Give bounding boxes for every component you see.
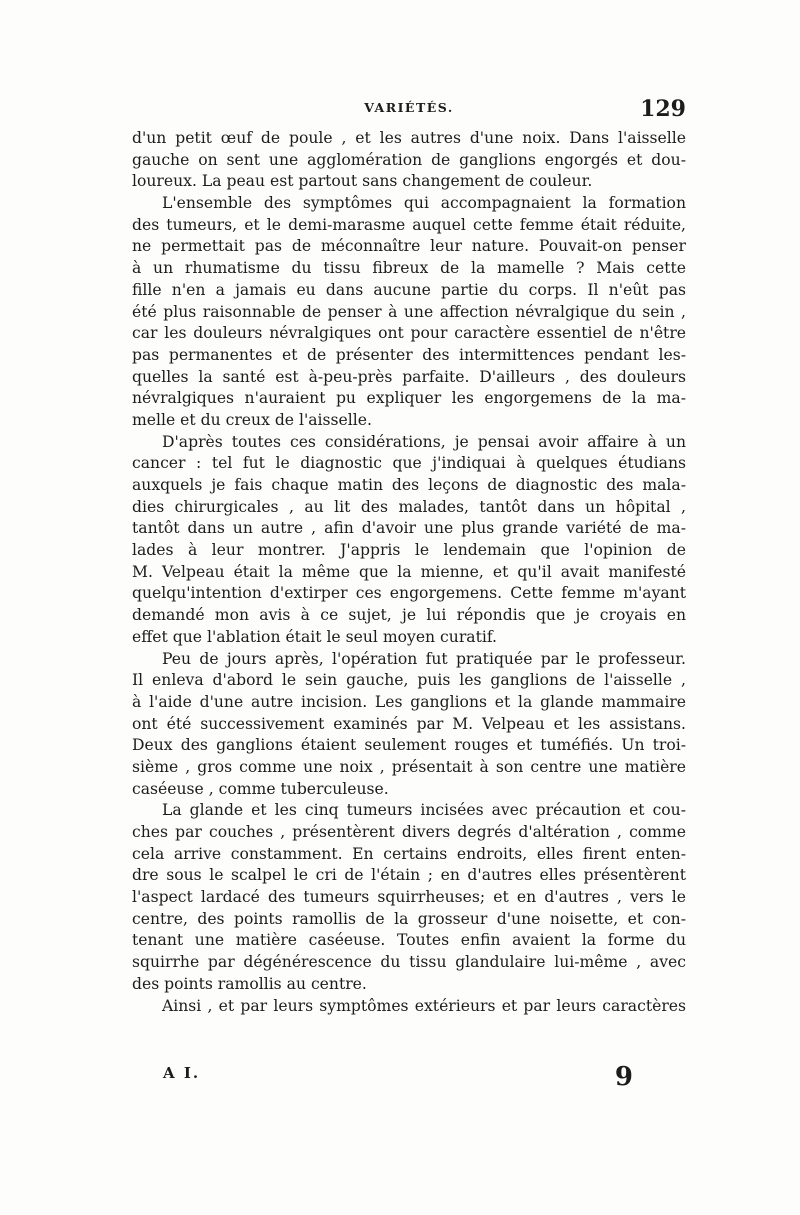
text-line: dre sous le scalpel le cri de l'étain ; en d'autres elles présentèrent xyxy=(132,866,686,885)
text-line: tenant une matière caséeuse. Toutes enfin avaient la forme du xyxy=(132,931,686,950)
text-line: auxquels je fais chaque matin des leçons de diagnostic des mala- xyxy=(132,476,686,494)
text-line: sième , gros comme une noix , présentait à son centre une matière xyxy=(132,757,686,776)
text-line: l'aspect lardacé des tumeurs squirrheuses; et en d'autres , vers le xyxy=(132,888,686,907)
text-line: d'un petit œuf de poule , et les autres d'une noix. Dans l'aisselle xyxy=(132,129,686,147)
text-line: fille n'en a jamais eu dans aucune partie du corps. Il n'eût pas xyxy=(132,280,686,299)
text-line: ont été successivement examinés par M. Velpeau et les assistans. xyxy=(132,714,686,733)
signature-mark: A I. xyxy=(163,1064,201,1082)
page-footer xyxy=(163,1064,633,1094)
text-line: melle et du creux de l'aisselle. xyxy=(132,410,372,429)
text-line: Deux des ganglions étaient seulement rouges et tuméfiés. Un troi- xyxy=(132,736,686,755)
text-line: des tumeurs, et le demi-marasme auquel cette femme était réduite, xyxy=(132,215,686,234)
text-line: Il enleva d'abord le sein gauche, puis les ganglions de l'aisselle , xyxy=(132,671,686,690)
text-line: à l'aide d'une autre incision. Les ganglions et la glande mammaire xyxy=(132,692,686,711)
text-line: quelqu'intention d'extirper ces engorgemens. Cette femme m'ayant xyxy=(132,584,686,603)
text-line: quelles la santé est à-peu-près parfaite. D'ailleurs , des douleurs xyxy=(132,367,686,386)
text-line: des points ramollis au centre. xyxy=(132,974,367,993)
text-line: L'ensemble des symptômes qui accompagnaient la formation xyxy=(162,194,686,213)
text-line: loureux. La peau est partout sans changement de couleur. xyxy=(132,172,593,191)
text-line: car les douleurs névralgiques ont pour caractère essentiel de n'être xyxy=(132,324,686,343)
text-line: été plus raisonnable de penser à une affection névralgique du sein , xyxy=(132,302,686,321)
text-line: caséeuse , comme tuberculeuse. xyxy=(132,779,389,798)
text-line: effet que l'ablation était le seul moyen curatif. xyxy=(132,627,498,646)
text-line: névralgiques n'auraient pu expliquer les engorgemens de la ma- xyxy=(132,389,686,408)
text-line: ne permettait pas de méconnaître leur nature. Pouvait-on penser xyxy=(132,237,686,256)
catchword: 9 xyxy=(614,1062,633,1092)
text-line: gauche on sent une agglomération de ganglions engorgés et dou- xyxy=(132,150,686,169)
text-line: M. Velpeau était la même que la mienne, et qu'il avait manifesté xyxy=(132,562,686,581)
text-line: centre, des points ramollis de la grosseur d'une noisette, et con- xyxy=(132,909,686,928)
body-text xyxy=(132,128,686,1017)
text-line: lades à leur montrer. J'appris le lendemain que l'opinion de xyxy=(132,541,686,560)
text-line: Ainsi , et par leurs symptômes extérieurs et par leurs caractères xyxy=(162,996,686,1015)
text-line: Peu de jours après, l'opération fut pratiquée par le professeur. xyxy=(162,649,686,668)
text-line: tantôt dans un autre , afin d'avoir une plus grande variété de ma- xyxy=(132,519,686,538)
text-line: La glande et les cinq tumeurs incisées avec précaution et cou- xyxy=(162,801,686,820)
page-number: 129 xyxy=(640,96,686,122)
text-line: cancer : tel fut le diagnostic que j'indiquai à quelques étudians xyxy=(132,454,686,473)
text-line: à un rhumatisme du tissu fibreux de la mamelle ? Mais cette xyxy=(132,259,686,278)
text-line: demandé mon avis à ce sujet, je lui répondis que je croyais en xyxy=(132,606,686,625)
text-line: squirrhe par dégénérescence du tissu glandulaire lui-même , avec xyxy=(132,953,686,972)
text-line: pas permanentes et de présenter des intermittences pendant les- xyxy=(132,345,686,364)
text-line: dies chirurgicales , au lit des malades, tantôt dans un hôpital , xyxy=(132,497,686,516)
running-head xyxy=(132,96,686,128)
text-line: ches par couches , présentèrent divers degrés d'altération , comme xyxy=(132,823,686,841)
running-title: VARIÉTÉS. xyxy=(364,100,454,115)
text-line: cela arrive constamment. En certains endroits, elles firent enten- xyxy=(132,844,686,863)
text-line: D'après toutes ces considérations, je pensai avoir affaire à un xyxy=(162,432,686,451)
